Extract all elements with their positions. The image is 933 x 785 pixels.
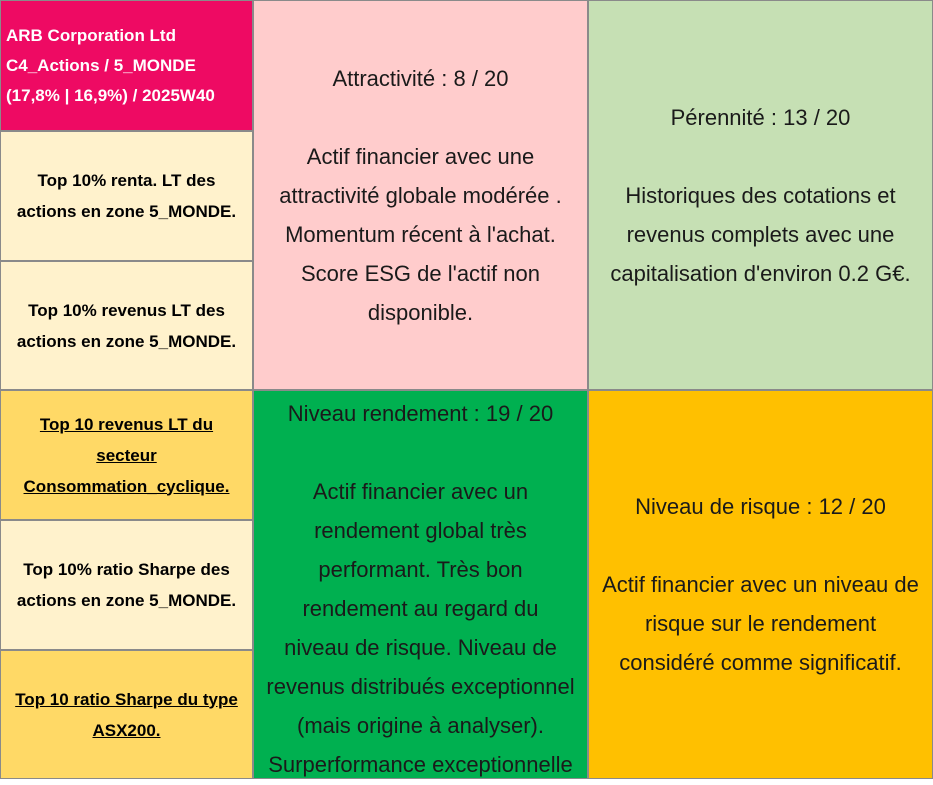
ranking-link-text[interactable]: secteur [96,445,157,465]
rendement-text: Surperformance exceptionnelle [268,752,573,777]
rendement-text: rendement au regard du [302,596,539,621]
ranking-link-text[interactable]: ASX200. [92,720,161,740]
rendement-text: performant. Très bon [318,557,523,582]
attractivite-text: disponible. [367,299,474,325]
ranking-text: actions en zone 5_MONDE. [16,591,237,610]
ranking-text: Top 10% ratio Sharpe des [23,560,230,579]
ranking-cell-renta [0,131,253,261]
risque-text: Actif financier avec un niveau de [602,572,919,597]
ranking-cell-sharpe-asx[interactable] [0,650,253,779]
ranking-cell-sharpe [0,520,253,650]
attractivite-panel [253,0,588,390]
perennite-text: Historiques des cotations et [625,182,896,208]
rendement-text: (mais origine à analyser). [297,713,544,738]
ranking-cell-secteur[interactable] [0,390,253,520]
ranking-link-text[interactable]: Top 10 ratio Sharpe du type [15,689,238,709]
perennite-score: Pérennité : 13 / 20 [670,104,851,130]
perennite-text: capitalisation d'environ 0.2 G€. [610,260,911,286]
asset-name: ARB Corporation Ltd [6,25,176,45]
asset-header [0,0,253,131]
risque-panel [588,390,933,779]
ranking-text: actions en zone 5_MONDE. [16,202,237,221]
rendement-text: rendement global très [314,518,527,543]
attractivite-text: attractivité globale modérée . [279,182,562,208]
perennite-panel [588,0,933,390]
rendement-text: Actif financier avec un [312,479,529,504]
risque-text: risque sur le rendement [644,611,877,636]
perennite-text: revenus complets avec une [626,221,895,247]
ranking-text: Top 10% renta. LT des [37,171,216,190]
attractivite-text: Score ESG de l'actif non [301,260,540,286]
ranking-text: Top 10% revenus LT des [28,300,225,320]
rendement-panel [253,390,588,779]
risque-score: Niveau de risque : 12 / 20 [635,494,886,519]
asset-performance: (17,8% | 16,9%) / 2025W40 [6,85,215,105]
rendement-text: revenus distribués exceptionnel [266,674,575,699]
ranking-link-text[interactable]: Consommation_cyclique. [23,476,230,496]
attractivite-text: Momentum récent à l'achat. [285,221,556,247]
ranking-cell-revenus [0,261,253,390]
ranking-link-text[interactable]: Top 10 revenus LT du [39,414,214,434]
rendement-text: niveau de risque. Niveau de [284,635,557,660]
rendement-score: Niveau rendement : 19 / 20 [287,401,554,426]
risque-text: considéré comme significatif. [619,650,902,675]
attractivite-text: Actif financier avec une [306,143,535,169]
attractivite-score: Attractivité : 8 / 20 [332,65,509,91]
ranking-text: actions en zone 5_MONDE. [16,331,237,351]
asset-category: C4_Actions / 5_MONDE [6,55,196,75]
